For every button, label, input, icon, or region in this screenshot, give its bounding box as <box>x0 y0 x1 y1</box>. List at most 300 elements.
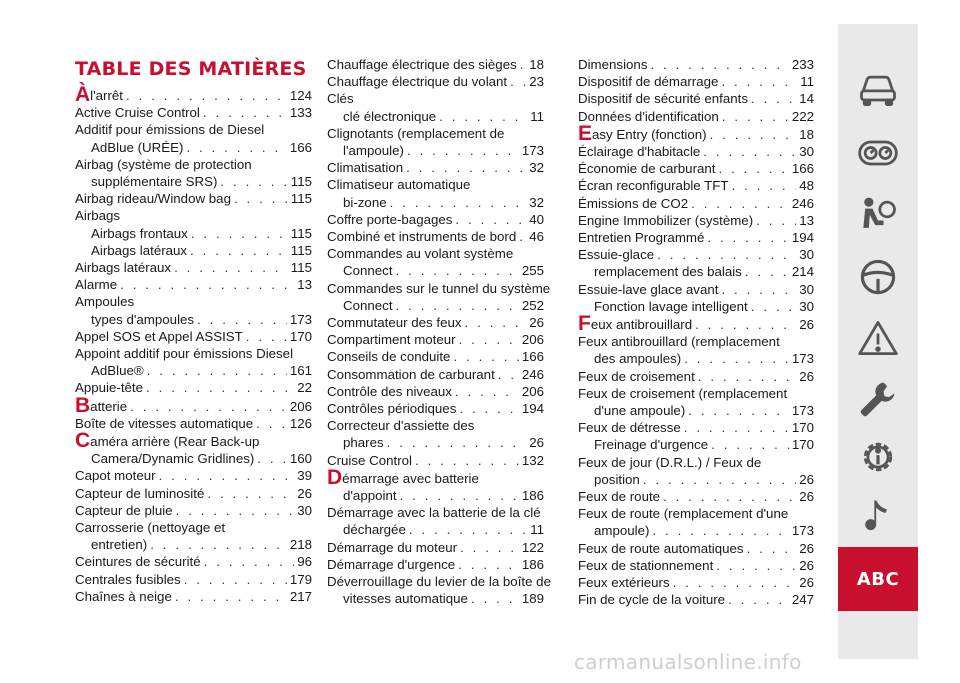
dot-leader <box>459 400 518 417</box>
entry-text: Déverrouillage du levier de la boîte de <box>327 574 551 590</box>
index-heading <box>75 121 312 138</box>
dot-leader <box>207 485 294 502</box>
car-icon[interactable] <box>838 64 918 114</box>
page-number: 132 <box>521 452 544 468</box>
index-entry <box>75 225 312 242</box>
page-number: 11 <box>800 74 814 90</box>
entry-text: Clés <box>327 91 354 107</box>
entry-label <box>343 434 384 451</box>
entry-text: Dispositif de sécurité enfants <box>578 91 748 107</box>
page-number: 32 <box>529 160 544 176</box>
index-entry <box>578 246 814 263</box>
entry-text: Airbags latéraux <box>75 260 172 276</box>
index-entry <box>75 83 312 106</box>
dot-leader <box>684 419 789 436</box>
entry-label <box>75 259 171 276</box>
gauge-cluster-icon[interactable] <box>838 128 918 178</box>
dot-leader <box>657 246 796 263</box>
dot-leader <box>400 487 519 504</box>
entry-label <box>327 539 457 556</box>
dot-leader <box>718 160 788 177</box>
entry-text: Additif pour émissions de Diesel <box>75 122 265 138</box>
index-entry <box>327 400 544 417</box>
dot-leader <box>396 297 519 314</box>
entry-label <box>91 173 217 190</box>
entry-text: Feux antibrouillard (remplacement <box>578 334 780 350</box>
entry-label <box>75 346 293 361</box>
index-entry <box>327 73 544 90</box>
warning-triangle-icon[interactable] <box>838 314 918 364</box>
page-number: 26 <box>799 471 814 487</box>
entry-text: Fin de cycle de la voiture <box>578 592 726 608</box>
page-number: 206 <box>521 332 544 348</box>
entry-label <box>327 383 452 400</box>
index-entry <box>578 591 814 608</box>
dot-leader <box>751 90 796 107</box>
entry-text: d'une ampoule) <box>594 403 686 419</box>
entry-text: AdBlue® <box>91 363 144 379</box>
index-entry <box>578 56 814 73</box>
dot-leader <box>650 56 788 73</box>
index-heading <box>75 345 312 362</box>
index-entry <box>327 262 544 279</box>
index-entry <box>578 121 814 145</box>
index-entry <box>327 383 544 400</box>
entry-label <box>578 212 753 229</box>
page-number: 173 <box>791 351 814 367</box>
dot-leader <box>716 557 796 574</box>
entry-text: Coffre porte-bagages <box>327 211 453 227</box>
entry-text: vitesses automatique <box>343 591 468 607</box>
dot-leader <box>721 73 797 90</box>
entry-text: Démarrage avec la batterie de la clé <box>327 505 541 521</box>
index-entry <box>75 190 312 207</box>
index-heading <box>327 465 544 489</box>
page-number: 252 <box>521 297 544 313</box>
dot-leader <box>465 314 527 331</box>
page-number: 170 <box>289 328 312 344</box>
entry-label <box>594 402 685 419</box>
entry-text: types d'ampoules <box>91 311 195 327</box>
index-entry <box>75 450 312 467</box>
entry-label <box>91 536 147 553</box>
steering-wheel-icon[interactable] <box>838 252 918 302</box>
page-number: 26 <box>297 485 312 501</box>
entry-text: Camera/Dynamic Gridlines) <box>91 451 255 467</box>
dot-leader <box>159 467 295 484</box>
entry-label <box>578 160 715 177</box>
entry-label <box>578 246 654 263</box>
entry-label <box>327 556 455 573</box>
page-number: 26 <box>799 540 814 556</box>
entry-text: Contrôle des niveaux <box>327 383 452 399</box>
dot-leader <box>390 194 527 211</box>
section-letter: B <box>75 393 91 417</box>
entry-text: Airbag rideau/Window bag <box>75 191 231 207</box>
entry-label <box>75 294 134 309</box>
page-number: 115 <box>290 260 312 276</box>
page-number: 170 <box>791 420 814 436</box>
dot-leader <box>409 521 527 538</box>
index-entry <box>327 556 544 573</box>
dot-leader <box>510 73 526 90</box>
dot-leader <box>732 177 797 194</box>
page-number: 173 <box>791 403 814 419</box>
page-number: 170 <box>791 437 814 453</box>
dot-leader <box>184 571 287 588</box>
entry-label <box>91 311 194 328</box>
entry-text: d'appoint <box>343 488 397 504</box>
page-number: 30 <box>799 247 814 263</box>
index-entry <box>327 56 544 73</box>
dot-leader <box>459 331 519 348</box>
page-number: 23 <box>529 74 544 90</box>
abc-index-tab[interactable]: ABC <box>838 547 918 611</box>
entry-label <box>75 553 201 570</box>
entry-label <box>343 590 468 607</box>
index-entry <box>327 590 544 607</box>
entry-text: Chauffage électrique du volant <box>327 74 508 90</box>
dot-leader <box>721 281 796 298</box>
page-number: 26 <box>799 368 814 384</box>
entry-label <box>578 143 700 160</box>
entry-label <box>327 574 551 589</box>
page-number: 246 <box>791 195 814 211</box>
dot-leader <box>728 591 789 608</box>
entry-label <box>578 574 670 591</box>
entry-text: ampoule) <box>594 523 650 539</box>
entry-label <box>578 281 718 298</box>
index-entry <box>578 90 814 107</box>
page-number: 115 <box>290 191 312 207</box>
entry-label <box>327 159 403 176</box>
page-number: 194 <box>791 230 814 246</box>
index-heading <box>327 417 544 434</box>
entry-text: eux antibrouillard <box>590 317 693 333</box>
entry-label <box>343 521 406 538</box>
dot-leader <box>246 328 287 345</box>
entry-label <box>578 229 704 246</box>
entry-text: Carrosserie (nettoyage et <box>75 520 226 536</box>
entry-label <box>578 368 695 385</box>
index-heading <box>327 176 544 193</box>
dot-leader <box>698 368 796 385</box>
dot-leader <box>234 190 288 207</box>
entry-label <box>594 350 681 367</box>
entry-text: Clignotants (remplacement de <box>327 125 505 141</box>
index-entry <box>327 142 544 159</box>
entry-label <box>327 177 470 192</box>
page-number: 206 <box>521 383 544 399</box>
entry-label <box>327 126 504 141</box>
page-number: 247 <box>791 592 814 608</box>
entry-text: Freinage d'urgence <box>594 437 709 453</box>
page-number: 115 <box>290 225 312 241</box>
entry-text: Essuie-lave glace avant <box>578 281 719 297</box>
page-number: 26 <box>529 315 544 331</box>
entry-text: Feux de jour (D.R.L.) / Feux de <box>578 454 762 470</box>
section-letter: À <box>75 83 91 106</box>
dot-leader <box>439 108 527 125</box>
entry-text: Feux de croisement (remplacement <box>578 385 788 401</box>
entry-text: Alarme <box>75 277 118 293</box>
index-entry <box>578 436 814 453</box>
dot-leader <box>175 588 287 605</box>
entry-text: des ampoules) <box>594 351 682 367</box>
dot-leader <box>220 173 287 190</box>
entry-label <box>75 276 117 293</box>
dot-leader <box>688 402 789 419</box>
index-entry <box>75 242 312 259</box>
index-entry <box>327 228 544 245</box>
index-entry <box>578 312 814 336</box>
index-entry <box>327 539 544 556</box>
page-title: TABLE DES MATIÈRES <box>75 58 307 80</box>
dot-leader <box>747 540 797 557</box>
entry-text: Boîte de vitesses automatique <box>75 415 254 431</box>
dot-leader <box>146 379 294 396</box>
index-entry <box>578 177 814 194</box>
index-entry <box>578 488 814 505</box>
entry-text: bi-zone <box>343 194 387 210</box>
entry-label <box>327 331 456 348</box>
dot-leader <box>498 366 519 383</box>
entry-label <box>75 467 156 484</box>
page-number: 13 <box>799 212 814 228</box>
page-number: 18 <box>529 57 544 72</box>
entry-label <box>75 122 264 137</box>
wrench-icon[interactable] <box>838 374 918 424</box>
page-number: 173 <box>521 143 544 159</box>
entry-text: AdBlue (URÉE) <box>91 139 184 155</box>
entry-text: remplacement des balais <box>594 264 742 280</box>
entry-label <box>578 591 725 608</box>
airbag-person-icon[interactable] <box>838 190 918 240</box>
index-entry <box>578 350 814 367</box>
entry-text: supplémentaire SRS) <box>91 174 218 190</box>
index-entry <box>75 588 312 605</box>
index-entry <box>75 276 312 293</box>
info-gear-icon[interactable] <box>838 432 918 482</box>
index-heading <box>327 573 551 590</box>
entry-label <box>578 488 660 505</box>
dot-leader <box>150 536 287 553</box>
dot-leader <box>673 574 797 591</box>
entry-text: atterie <box>90 398 128 414</box>
entry-text: Essuie-glace <box>578 247 655 263</box>
entry-label <box>91 242 187 259</box>
page-number: 26 <box>799 489 814 505</box>
entry-label <box>75 571 181 588</box>
entry-label <box>578 540 744 557</box>
entry-label <box>594 522 649 539</box>
entry-text: Écran reconfigurable TFT <box>578 178 729 194</box>
dot-leader <box>519 228 526 245</box>
entry-label <box>327 211 452 228</box>
page-number: 186 <box>521 556 544 572</box>
page-number: 166 <box>791 161 814 177</box>
entry-label <box>578 56 647 73</box>
entry-text: Feux de croisement <box>578 368 695 384</box>
dot-leader <box>460 539 519 556</box>
index-heading <box>327 125 544 142</box>
index-entry <box>75 571 312 588</box>
entry-text: Feux extérieurs <box>578 575 670 591</box>
dot-leader <box>174 259 288 276</box>
entry-label <box>578 108 719 125</box>
dot-leader <box>756 212 796 229</box>
watermark: carmanualsonline.info <box>574 650 802 674</box>
dot-leader <box>197 311 287 328</box>
entry-label <box>578 177 729 194</box>
entry-label <box>75 588 172 605</box>
page-number: 189 <box>521 591 544 607</box>
entry-label <box>594 436 708 453</box>
page-number: 194 <box>521 401 544 417</box>
dot-leader <box>453 348 518 365</box>
entry-text: Connect <box>343 263 393 279</box>
page-number: 96 <box>297 554 312 570</box>
page-number: 173 <box>289 311 312 327</box>
entry-text: Airbags frontaux <box>91 225 188 241</box>
entry-text: l'arrêt <box>90 88 124 103</box>
entry-label <box>327 73 507 90</box>
entry-label <box>75 520 225 535</box>
index-entry <box>75 104 312 121</box>
dot-leader <box>710 126 797 143</box>
entry-text: Feux de stationnement <box>578 557 714 573</box>
entry-text: Combiné et instruments de bord <box>327 229 517 245</box>
page-number: 39 <box>297 468 312 484</box>
index-entry <box>75 502 312 519</box>
entry-text: entretien) <box>91 537 148 553</box>
index-entry <box>578 160 814 177</box>
dot-leader <box>691 195 789 212</box>
page-number: 30 <box>799 298 814 314</box>
entry-label <box>327 418 474 433</box>
entry-label <box>75 415 253 432</box>
entry-label <box>594 263 742 280</box>
entry-label <box>343 297 393 314</box>
dot-leader <box>203 104 287 121</box>
entry-label <box>327 56 517 73</box>
index-heading <box>578 385 814 402</box>
page-number: 26 <box>529 435 544 451</box>
index-entry <box>75 311 312 328</box>
index-entry <box>75 362 312 379</box>
index-entry <box>75 379 312 396</box>
index-entry <box>75 485 312 502</box>
index-heading <box>578 333 814 350</box>
entry-label <box>327 465 479 489</box>
page-number: 13 <box>297 277 312 293</box>
entry-label <box>327 281 550 296</box>
entry-label <box>578 506 788 521</box>
index-entry <box>75 139 312 156</box>
dot-leader <box>191 225 288 242</box>
entry-text: Éclairage d'habitacle <box>578 144 701 160</box>
entry-label <box>75 83 124 106</box>
dot-leader <box>455 211 526 228</box>
dot-leader <box>458 556 519 573</box>
index-heading <box>75 293 312 310</box>
index-entry <box>75 553 312 570</box>
entry-text: l'ampoule) <box>343 143 404 159</box>
page-number: 11 <box>530 522 544 538</box>
entry-text: Ceintures de sécurité <box>75 554 201 570</box>
dot-leader <box>722 108 789 125</box>
index-entry <box>327 366 544 383</box>
dot-leader <box>190 242 288 259</box>
index-entry <box>578 522 814 539</box>
dot-leader <box>471 590 519 607</box>
section-letter: D <box>327 465 343 489</box>
entry-text: Capteur de pluie <box>75 502 173 518</box>
entry-text: Correcteur d'assiette des <box>327 418 475 434</box>
entry-label <box>578 419 681 436</box>
index-entry <box>578 73 814 90</box>
index-entry <box>75 467 312 484</box>
dot-leader <box>711 436 789 453</box>
page-number: 173 <box>791 523 814 539</box>
index-heading <box>327 245 544 262</box>
entry-label <box>75 190 231 207</box>
index-entry <box>578 263 814 280</box>
entry-text: Appel SOS et Appel ASSIST <box>75 328 243 344</box>
entry-text: Démarrage du moteur <box>327 539 458 555</box>
index-entry <box>327 314 544 331</box>
entry-label <box>75 208 120 223</box>
entry-text: asy Entry (fonction) <box>592 126 707 142</box>
entry-label <box>75 502 173 519</box>
entry-label <box>578 195 688 212</box>
index-entry <box>578 143 814 160</box>
dot-leader <box>120 276 294 293</box>
music-note-icon[interactable] <box>838 490 918 540</box>
index-column-2 <box>327 56 551 608</box>
dot-leader <box>204 553 295 570</box>
dot-leader <box>126 87 287 104</box>
entry-label <box>75 104 200 121</box>
index-heading <box>75 429 312 453</box>
page-number: 133 <box>289 105 312 121</box>
entry-label <box>327 314 462 331</box>
page-number: 46 <box>529 229 544 245</box>
entry-text: Capteur de luminosité <box>75 485 205 501</box>
page-number: 166 <box>289 139 312 155</box>
entry-label <box>578 455 761 470</box>
index-heading <box>327 90 544 107</box>
entry-text: phares <box>343 435 384 451</box>
entry-text: Airbags latéraux <box>91 242 188 258</box>
page-number: 166 <box>521 349 544 365</box>
index-column-3 <box>578 56 814 609</box>
entry-text: Feux de route automatiques <box>578 540 744 556</box>
entry-label <box>91 139 183 156</box>
entry-text: Capot moteur <box>75 468 156 484</box>
index-heading <box>327 280 551 297</box>
index-entry <box>578 281 814 298</box>
entry-label <box>327 505 541 520</box>
dot-leader <box>396 262 519 279</box>
dot-leader <box>703 143 796 160</box>
dot-leader <box>695 316 796 333</box>
page-number: 115 <box>290 242 312 258</box>
page-number: 48 <box>799 178 814 194</box>
page-number: 124 <box>289 88 312 103</box>
entry-text: Compartiment moteur <box>327 332 456 348</box>
section-letter: C <box>75 429 91 453</box>
